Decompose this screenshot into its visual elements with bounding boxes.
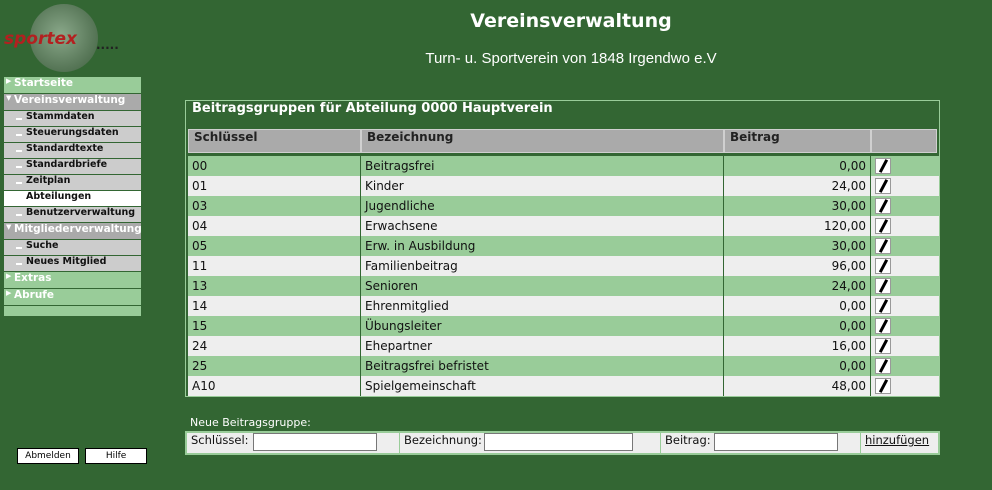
row-fee: 30,00 [724, 236, 871, 256]
row-actions [871, 236, 939, 256]
add-group-link[interactable]: hinzufügen [865, 433, 930, 447]
table-row [188, 356, 939, 376]
table-row [188, 196, 939, 216]
row-name: Kinder [361, 176, 724, 196]
row-fee: 24,00 [724, 276, 871, 296]
sidebar-item-label: Suche [26, 240, 59, 251]
chevron-right-icon: ▶ [6, 272, 12, 280]
sidebar-item-benutzerverwaltung[interactable] [4, 207, 141, 222]
chevron-right-icon: ▶ [6, 77, 12, 85]
table-row [188, 156, 939, 176]
dash-icon [16, 150, 22, 152]
sidebar-item-label: Benutzerverwaltung [26, 207, 136, 218]
edit-pencil-icon[interactable] [875, 258, 891, 274]
nav-label: Abrufe [14, 289, 54, 301]
table-row [188, 296, 939, 316]
fee-groups-panel [185, 100, 940, 397]
row-actions [871, 276, 939, 296]
nav-label: Vereinsverwaltung [14, 94, 126, 106]
table-row [188, 316, 939, 336]
row-key: 05 [188, 236, 361, 256]
chevron-right-icon: ▶ [6, 289, 12, 297]
row-name: Übungsleiter [361, 316, 724, 336]
sidebar-item-abteilungen[interactable] [4, 191, 141, 206]
dash-icon [16, 134, 22, 136]
edit-pencil-icon[interactable] [875, 198, 891, 214]
row-actions [871, 296, 939, 316]
nav-label: Startseite [14, 77, 73, 89]
sidebar-item-stammdaten[interactable] [4, 111, 141, 126]
row-name: Ehepartner [361, 336, 724, 356]
help-button[interactable]: Hilfe [85, 448, 147, 464]
row-name: Ehrenmitglied [361, 296, 724, 316]
row-actions [871, 356, 939, 376]
chevron-down-icon: ▼ [6, 94, 12, 102]
chevron-down-icon: ▼ [6, 223, 12, 231]
nav-abrufe[interactable] [4, 289, 141, 305]
table-row [188, 376, 939, 396]
row-key: 14 [188, 296, 361, 316]
row-key: 00 [188, 156, 361, 176]
nav-mitgliederverwaltung[interactable] [4, 223, 141, 239]
logo [4, 2, 134, 60]
panel-title: Beitragsgruppen für Abteilung 0000 Hauptverein [192, 101, 553, 116]
row-key: 01 [188, 176, 361, 196]
row-name: Beitragsfrei befristet [361, 356, 724, 376]
row-actions [871, 256, 939, 276]
row-fee: 120,00 [724, 216, 871, 236]
row-key: 13 [188, 276, 361, 296]
fee-input[interactable] [714, 433, 838, 451]
club-name: Turn- u. Sportverein von 1848 Irgendwo e.V [425, 50, 717, 67]
row-name: Senioren [361, 276, 724, 296]
dash-icon [16, 166, 22, 168]
new-group-form [185, 431, 940, 455]
row-actions [871, 196, 939, 216]
edit-pencil-icon[interactable] [875, 298, 891, 314]
sidebar-item-standardtexte[interactable] [4, 143, 141, 158]
row-key: 24 [188, 336, 361, 356]
sidebar-item-label: Steuerungsdaten [26, 127, 119, 138]
row-fee: 0,00 [724, 316, 871, 336]
nav-startseite[interactable] [4, 77, 141, 93]
row-key: A10 [188, 376, 361, 396]
column-header-key: Schlüssel [188, 129, 361, 153]
row-actions [871, 336, 939, 356]
sidebar [4, 77, 141, 316]
row-actions [871, 156, 939, 176]
table-row [188, 276, 939, 296]
edit-pencil-icon[interactable] [875, 358, 891, 374]
table-row [188, 336, 939, 356]
new-group-caption: Neue Beitragsgruppe: [190, 416, 311, 429]
edit-pencil-icon[interactable] [875, 318, 891, 334]
sidebar-item-suche[interactable] [4, 240, 141, 255]
row-name: Spielgemeinschaft [361, 376, 724, 396]
row-fee: 96,00 [724, 256, 871, 276]
row-fee: 30,00 [724, 196, 871, 216]
edit-pencil-icon[interactable] [875, 378, 891, 394]
row-actions [871, 376, 939, 396]
row-name: Beitragsfrei [361, 156, 724, 176]
name-label: Bezeichnung: [404, 433, 482, 447]
row-name: Jugendliche [361, 196, 724, 216]
nav-label: Mitgliederverwaltung [14, 223, 142, 235]
name-input[interactable] [484, 433, 633, 451]
edit-pencil-icon[interactable] [875, 218, 891, 234]
table-row [188, 256, 939, 276]
nav-extras[interactable] [4, 272, 141, 288]
row-fee: 0,00 [724, 156, 871, 176]
row-actions [871, 316, 939, 336]
row-fee: 0,00 [724, 296, 871, 316]
logout-button[interactable]: Abmelden [17, 448, 79, 464]
sidebar-item-label: Abteilungen [26, 191, 92, 202]
sidebar-item-label: Standardbriefe [26, 159, 108, 170]
column-header-name: Bezeichnung [361, 129, 724, 153]
row-fee: 24,00 [724, 176, 871, 196]
edit-pencil-icon[interactable] [875, 338, 891, 354]
edit-pencil-icon[interactable] [875, 238, 891, 254]
sidebar-item-zeitplan[interactable] [4, 175, 141, 190]
fee-label: Beitrag: [665, 433, 711, 447]
dash-icon [16, 118, 22, 120]
add-cell [861, 433, 938, 453]
logo-dots: ..... [96, 38, 119, 52]
row-name: Erw. in Ausbildung [361, 236, 724, 256]
row-actions [871, 216, 939, 236]
row-actions [871, 176, 939, 196]
table-row [188, 236, 939, 256]
table-row [188, 216, 939, 236]
page-title: Vereinsverwaltung [470, 10, 672, 32]
column-header-fee: Beitrag [724, 129, 871, 153]
key-input[interactable] [253, 433, 377, 451]
row-key: 03 [188, 196, 361, 216]
nav-vereinsverwaltung[interactable] [4, 94, 141, 110]
row-fee: 0,00 [724, 356, 871, 376]
column-header-actions [871, 129, 937, 153]
sidebar-item-label: Zeitplan [26, 175, 71, 186]
sidebar-item-label: Stammdaten [26, 111, 95, 122]
row-fee: 48,00 [724, 376, 871, 396]
dash-icon [16, 247, 22, 249]
sidebar-buttons [17, 443, 148, 464]
row-name: Familienbeitrag [361, 256, 724, 276]
edit-pencil-icon[interactable] [875, 158, 891, 174]
sidebar-item-neues-mitglied[interactable] [4, 256, 141, 271]
row-key: 15 [188, 316, 361, 336]
sidebar-item-steuerungsdaten[interactable] [4, 127, 141, 142]
table-row [188, 176, 939, 196]
edit-pencil-icon[interactable] [875, 278, 891, 294]
dash-icon [16, 263, 22, 265]
dash-icon [16, 182, 22, 184]
dash-icon [16, 214, 22, 216]
sidebar-filler [4, 306, 141, 316]
row-name: Erwachsene [361, 216, 724, 236]
fee-groups-table [188, 156, 939, 396]
sidebar-item-label: Standardtexte [26, 143, 104, 154]
row-key: 11 [188, 256, 361, 276]
row-key: 25 [188, 356, 361, 376]
edit-pencil-icon[interactable] [875, 178, 891, 194]
sidebar-item-label: Neues Mitglied [26, 256, 107, 267]
logo-text: sportex [4, 29, 77, 49]
sidebar-item-standardbriefe[interactable] [4, 159, 141, 174]
nav-label: Extras [14, 272, 52, 284]
row-fee: 16,00 [724, 336, 871, 356]
key-label: Schlüssel: [191, 433, 249, 447]
row-key: 04 [188, 216, 361, 236]
